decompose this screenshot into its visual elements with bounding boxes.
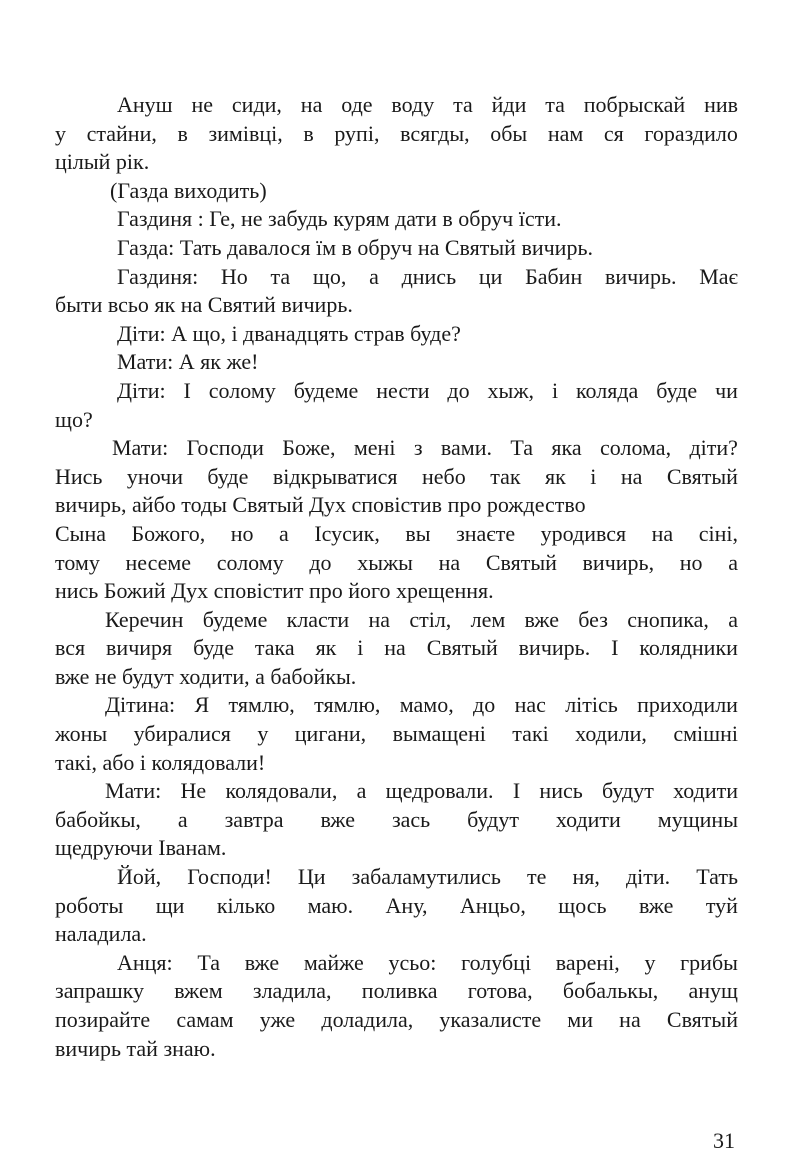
text-line: Газдиня: Но та що, а днись ци Бабин вичирь. Має	[117, 263, 738, 289]
text-line: цілый рік.	[55, 149, 150, 175]
text-line: вже не будут ходити, а бабойкы.	[55, 663, 357, 689]
text-line: Нись уночи буде відкрыватися небо так як і на Святый	[55, 463, 738, 489]
page-number: 31	[713, 1128, 735, 1153]
text-line: (Газда виходить)	[110, 177, 267, 203]
text-line: Газда: Тать давалося їм в обруч на Святый вичирь.	[117, 234, 593, 260]
text-line: роботы щи кілько маю. Ану, Анцьо, щось вже туй	[55, 892, 738, 918]
text-line: вся вичиря буде така як і на Святый вичирь. І колядники	[55, 635, 738, 661]
text-line: жоны убиралися у цигани, вымащені такі ходили, смішні	[55, 721, 738, 747]
text-line: нись Божий Дух сповістит про його хрещення.	[55, 578, 494, 604]
text-line: Анця: Та вже майже усьо: голубці варені, у грибы	[117, 949, 738, 975]
text-line: Сына Божого, но а Ісусик, вы знаєте уродився на сіні,	[55, 520, 738, 546]
text-line: Йой, Господи! Ци забаламутились те ня, діти. Тать	[117, 864, 738, 890]
text-line: Ануш не сиди, на оде воду та йди та побрыскай нив	[117, 92, 738, 117]
page-text	[55, 91, 738, 1063]
text-line: Мати: Не колядовали, а щедровали. І нись будут ходити	[105, 778, 738, 804]
text-line: Дітина: Я тямлю, тямлю, мамо, до нас літісь приходили	[105, 692, 738, 718]
text-line: наладила.	[55, 921, 147, 947]
text-line: у стайни, в зимівці, в рупі, всягды, обы нам ся гораздило	[55, 120, 738, 146]
text-line: вичирь тай знаю.	[55, 1035, 216, 1061]
text-line: бабойкы, а завтра вже зась будут ходити мущины	[55, 806, 738, 832]
text-line: Керечин будеме класти на стіл, лем вже без снопика, а	[105, 606, 738, 632]
text-line: такі, або і колядовали!	[55, 749, 266, 775]
text-line: Діти: А що, і дванадцять страв буде?	[117, 320, 461, 346]
text-line: Газдиня : Ге, не забудь курям дати в обруч їсти.	[117, 206, 562, 232]
text-line: Мати: А як же!	[117, 349, 259, 375]
text-line: що?	[55, 406, 93, 432]
text-line: Мати: Господи Боже, мені з вами. Та яка солома, діти?	[112, 435, 738, 461]
text-line: Діти: І солому будеме нести до хыж, і коляда буде чи	[117, 377, 738, 403]
text-line: позирайте самам уже доладила, указалисте ми на Святый	[55, 1007, 738, 1032]
text-line: вичирь, айбо тоды Святый Дух сповістив про рождество	[55, 492, 586, 518]
text-line: запрашку вжем зладила, поливка готова, бобалькы, анущ	[55, 978, 738, 1004]
text-line: тому несеме солому до хыжы на Святый вичирь, но а	[55, 549, 738, 575]
text-line: щедруючи Іванам.	[55, 835, 227, 861]
text-line: быти всьо як на Святий вичирь.	[55, 292, 353, 318]
